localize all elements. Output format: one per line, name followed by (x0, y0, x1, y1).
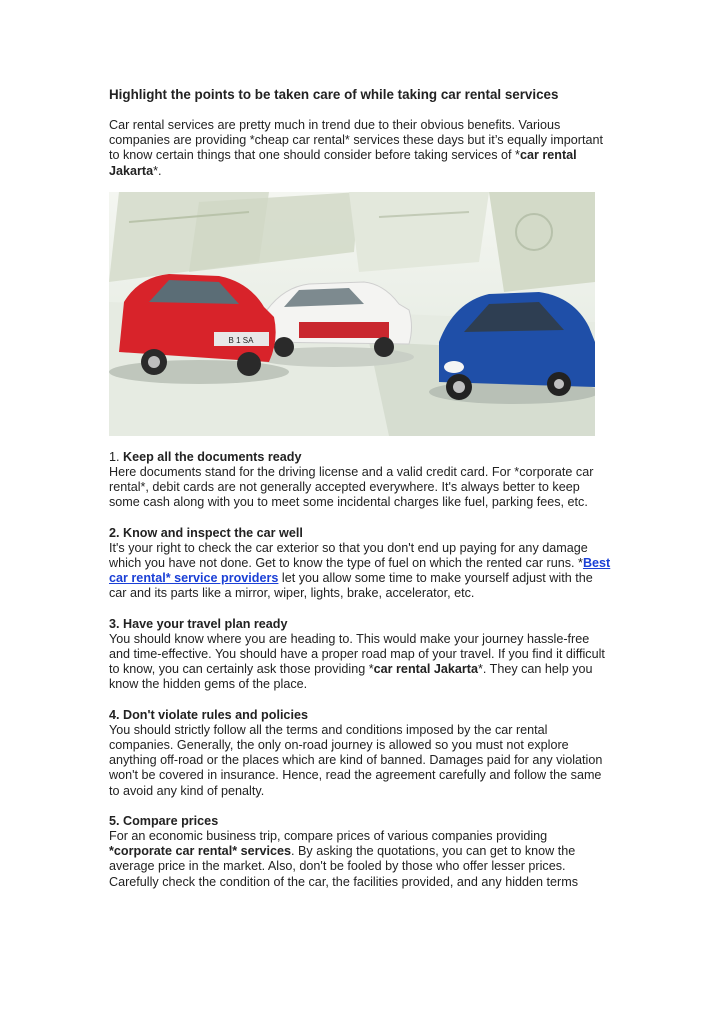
section-4 (109, 708, 613, 799)
section-3 (109, 617, 613, 693)
section-5-body-before: For an economic business trip, compare prices of various companies providing (109, 829, 548, 844)
section-5-bold-keyword: *corporate car rental* services (109, 844, 292, 859)
section-2 (109, 526, 613, 602)
section-1-number: 1. (109, 449, 124, 464)
section-1 (109, 450, 613, 511)
blue-car (429, 292, 595, 404)
white-car (254, 282, 414, 367)
section-3-heading: 3. Have your travel plan ready (109, 616, 288, 631)
section-4-body: You should strictly follow all the terms and conditions imposed by the car rental companies. Generally, the only on-road journey is allowed so you must not explore anything off-road or the places which are kind of banned. Damages paid for any violation won't be covered in insurance. Hence, read the agreement carefully and follow the same to avoid any kind of penalty. (109, 722, 603, 798)
section-2-body-before: It's your right to check the car exterior so that you don't end up paying for any damage which you have not done. Get to know the type of fuel on which the rented car runs. * (109, 540, 588, 571)
license-plate: B 1 SA (228, 335, 254, 345)
red-car (109, 274, 289, 384)
intro-bold-keyword: car rental Jakarta (109, 148, 577, 178)
section-5-body-after: . By asking the quotations, you can get to know the average price in the market. Also, don't be fooled by those who offer lesser prices. Carefully check the condition of the car, the facilities provided, and any hidden terms (109, 844, 579, 889)
hero-image (109, 192, 595, 436)
section-4-heading: 4. Don't violate rules and policies (109, 707, 308, 722)
intro-end: *. (153, 163, 162, 178)
section-5-heading: 5. Compare prices (109, 813, 219, 828)
section-5 (109, 814, 613, 890)
section-1-heading: Keep all the documents ready (123, 449, 302, 464)
section-3-body-after: *. They can help you know the hidden gems of the place. (109, 662, 593, 692)
section-2-body-after: let you allow some time to make yourself adjust with the car and its parts like a mirror, wiper, lights, brake, accelerator, etc. (109, 571, 593, 601)
section-1-body: Here documents stand for the driving license and a valid credit card. For *corporate car rental*, debit cards are not generally accepted everywhere. It's always better to keep some cash along with you to meet some incidental charges like fuel, parking fees, etc. (109, 465, 594, 510)
section-3-bold-keyword: car rental Jakarta (373, 662, 478, 677)
intro-paragraph (109, 118, 613, 179)
section-2-heading: 2. Know and inspect the car well (109, 525, 303, 540)
intro-text: Car rental services are pretty much in trend due to their obvious benefits. Various companies are providing *cheap car rental* services these days but it’s equally important to know certain things that one should consider before taking services of * (109, 118, 603, 163)
article-title: Highlight the points to be taken care of while taking car rental services (109, 87, 559, 102)
section-3-body-before: You should know where you are heading to. This would make your journey hassle-free and time-effective. You should have a proper road map of your travel. If you find it difficult to know, you can certainly ask those providing * (109, 631, 605, 677)
service-providers-link[interactable]: Best car rental* service providers (109, 556, 611, 586)
toy-cars-illustration (109, 192, 595, 436)
article (109, 86, 613, 905)
